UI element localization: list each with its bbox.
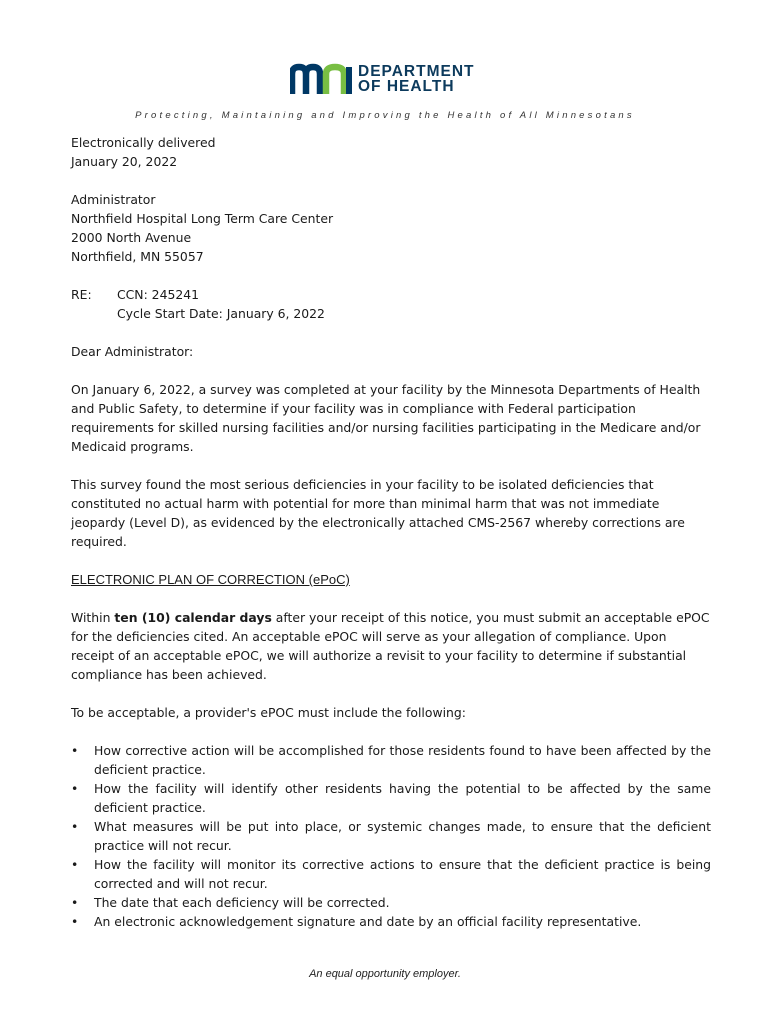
bullet-icon: • bbox=[71, 819, 79, 834]
list-item bbox=[71, 912, 711, 931]
logo-line-2: OF HEALTH bbox=[358, 78, 455, 95]
list-item bbox=[71, 817, 711, 855]
re-block bbox=[71, 285, 711, 323]
list-item-text: How the facility will monitor its corrective actions to ensure that the deficient practice is being corrected and will not recur. bbox=[94, 857, 711, 891]
paragraph-deadline bbox=[71, 608, 711, 684]
recipient-line: Northfield, MN 55057 bbox=[71, 249, 204, 264]
mn-logo-icon bbox=[290, 62, 354, 98]
paragraph-findings: This survey found the most serious deficiencies in your facility to be isolated deficiencies that constituted no actual harm with potential for more than minimal harm that was not immediate jeopardy (Level D), as evidenced by the electronically attached CMS-2567 whereby corrections are required. bbox=[71, 477, 685, 549]
list-item bbox=[71, 855, 711, 893]
mdh-logo bbox=[290, 62, 490, 98]
re-line: CCN: 245241 bbox=[117, 287, 199, 302]
deadline-rest: after your receipt of this notice, you must submit an acceptable ePOC for the deficiencies cited. An acceptable ePOC will serve as your allegation of compliance. Upon receipt of an acceptable ePOC, we will authorize a revisit to your facility to determine if substantial compliance has been achieved. bbox=[71, 610, 710, 682]
delivery-line: Electronically delivered bbox=[71, 135, 216, 150]
recipient-line: 2000 North Avenue bbox=[71, 230, 192, 245]
list-item-text: The date that each deficiency will be corrected. bbox=[94, 895, 390, 910]
deadline-emphasis: ten (10) calendar days bbox=[114, 610, 272, 625]
list-item-text: What measures will be put into place, or systemic changes made, to ensure that the deficient practice will not recur. bbox=[94, 819, 711, 853]
bullet-icon: • bbox=[71, 857, 79, 872]
logo-text bbox=[358, 64, 475, 94]
bullet-icon: • bbox=[71, 743, 79, 758]
re-label: RE: bbox=[71, 287, 92, 302]
letter-date: January 20, 2022 bbox=[71, 154, 178, 169]
recipient-line: Northfield Hospital Long Term Care Center bbox=[71, 211, 334, 226]
section-heading: ELECTRONIC PLAN OF CORRECTION (ePoC) bbox=[71, 572, 350, 587]
requirements-list bbox=[71, 741, 711, 931]
tagline: Protecting, Maintaining and Improving the Health of All Minnesotans bbox=[135, 110, 635, 121]
bullet-icon: • bbox=[71, 781, 79, 796]
letter-body bbox=[71, 133, 711, 931]
list-item bbox=[71, 741, 711, 779]
salutation: Dear Administrator: bbox=[71, 344, 194, 359]
list-item-text: An electronic acknowledgement signature and date by an official facility representative. bbox=[94, 914, 642, 929]
paragraph-requirements-intro: To be acceptable, a provider's ePOC must include the following: bbox=[71, 705, 466, 720]
list-item bbox=[71, 779, 711, 817]
footer-text: An equal opportunity employer. bbox=[309, 968, 461, 980]
logo-line-1: DEPARTMENT bbox=[358, 63, 475, 80]
paragraph-survey: On January 6, 2022, a survey was completed at your facility by the Minnesota Departments of Health and Public Safety, to determine if your facility was in compliance with Federal participation requirements for skilled nursing facilities and/or nursing facilities participating in the Medicare and/or Medicaid programs. bbox=[71, 382, 701, 454]
bullet-icon: • bbox=[71, 895, 79, 910]
list-item-text: How the facility will identify other residents having the potential to be affected by the same deficient practice. bbox=[94, 781, 711, 815]
deadline-prefix: Within bbox=[71, 610, 115, 625]
recipient-line: Administrator bbox=[71, 192, 156, 207]
list-item bbox=[71, 893, 711, 912]
re-line: Cycle Start Date: January 6, 2022 bbox=[117, 306, 325, 321]
list-item-text: How corrective action will be accomplished for those residents found to have been affected by the deficient practice. bbox=[94, 743, 711, 777]
bullet-icon: • bbox=[71, 914, 79, 929]
